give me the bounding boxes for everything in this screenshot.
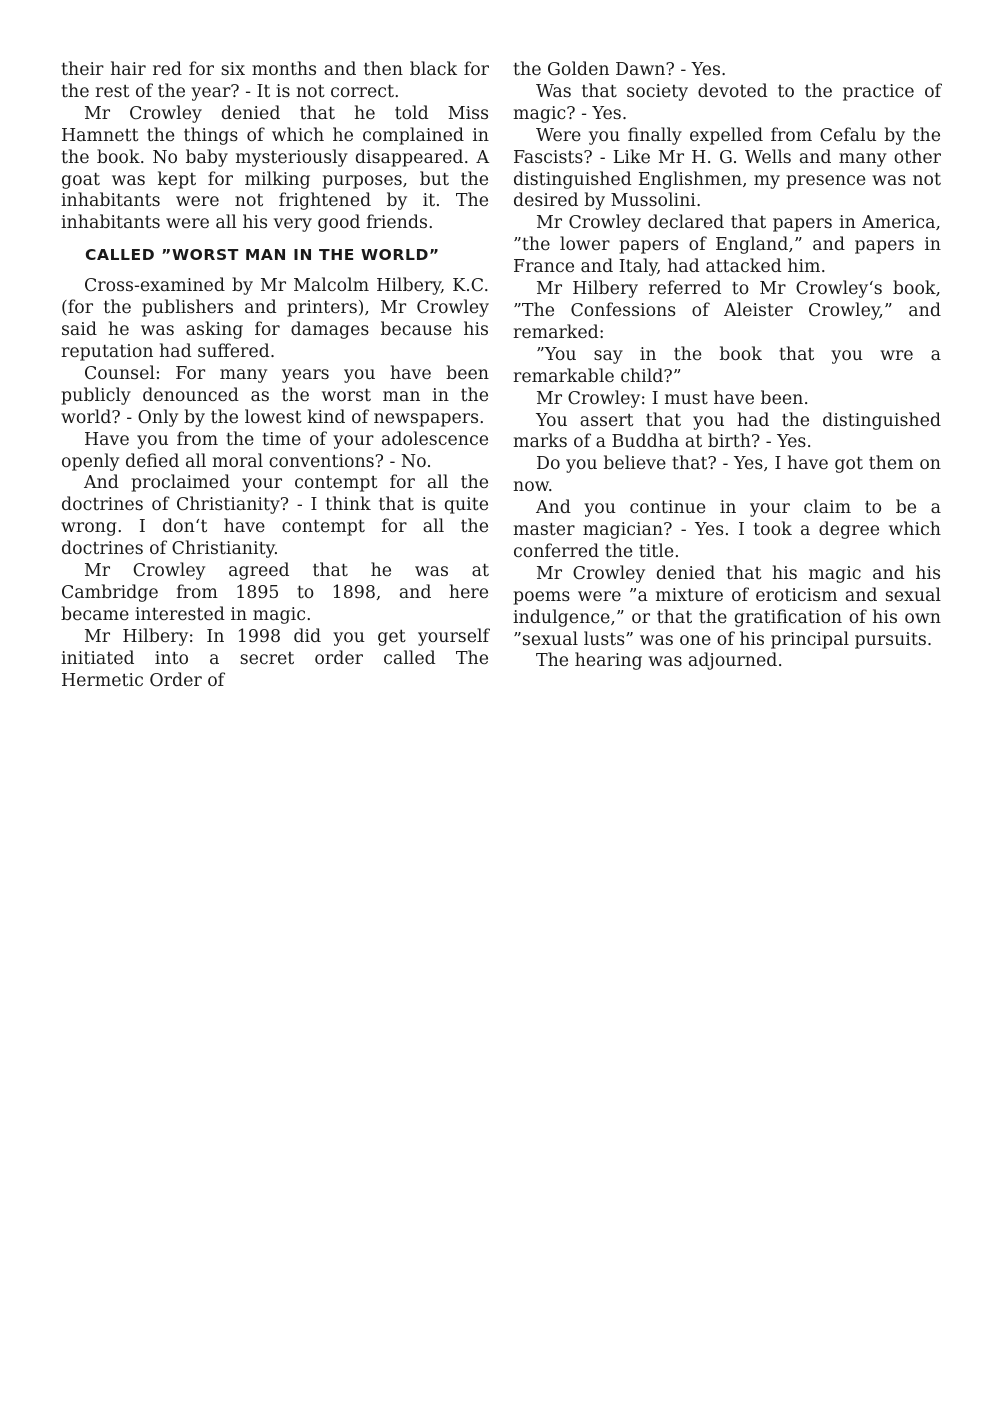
section-heading: CALLED ”WORST MAN IN THE WORLD” <box>85 246 440 265</box>
paragraph: The hearing was adjourned. <box>536 651 783 672</box>
paragraph: Mr Hilbery: In 1998 did you get yourself initiated into a secret order called The Hermetic Order of <box>61 626 489 691</box>
paragraph: Mr Crowley: I must have been. <box>536 388 809 409</box>
paragraph: Mr Crowley denied that his magic and his poems were ”a mixture of eroticism and sexual indulgence,” or that the gratification of his own ”sexual lusts” was one of his principal pursuits. <box>513 563 941 650</box>
paragraph: their hair red for six months and then black for the rest of the year? - It is not correct. <box>61 60 489 102</box>
paragraph: Was that society devoted to the practice of magic? - Yes. <box>513 81 941 124</box>
paragraph: And proclaimed your contempt for all the doctrines of Christianity? - I think that is quite wrong. I don‘t have contempt for all the doctrines of Christianity. <box>61 473 489 560</box>
paragraph: Mr Crowley agreed that he was at Cambridge from 1895 to 1898, and here became interested in magic. <box>61 561 489 625</box>
paragraph: Mr Crowley denied that he told Miss Hamnett the things of which he complained in the book. No baby mysteriously disappeared. A goat was kept for milking purposes, but the inhabitants were not frightened by it. The inhabitants were all his very good friends. <box>61 103 489 234</box>
paragraph: Mr Crowley declared that papers in America, ”the lower papers of England,” and papers in France and Italy, had attacked him. <box>513 213 941 278</box>
paragraph: Counsel: For many years you have been publicly denounced as the worst man in the world? - Only by the lowest kind of newspapers. <box>61 363 489 428</box>
left-column <box>61 60 489 692</box>
paragraph: Cross-examined by Mr Malcolm Hilbery, K.C. (for the publishers and printers), Mr Crowley said he was asking for damages because his reputation had suffered. <box>61 276 489 362</box>
paragraph: the Golden Dawn? - Yes. <box>513 60 727 80</box>
paragraph: And you continue in your claim to be a master magician? - Yes. I took a degree which conferred the title. <box>513 498 941 562</box>
paragraph: ”You say in the book that you wre a remarkable child?” <box>513 344 941 387</box>
paragraph: Mr Hilbery referred to Mr Crowley‘s book, ”The Confessions of Aleister Crowley,” and remarked: <box>513 279 941 343</box>
paragraph: You assert that you had the distinguished marks of a Buddha at birth? - Yes. <box>513 410 941 453</box>
paragraph: Have you from the time of your adolescence openly defied all moral conventions? - No. <box>61 429 489 472</box>
right-column <box>513 60 941 673</box>
paragraph: Were you finally expelled from Cefalu by the Fascists? - Like Mr H. G. Wells and many other distinguished Englishmen, my presence was not desired by Mussolini. <box>513 125 941 212</box>
paragraph: Do you believe that? - Yes, I have got them on now. <box>513 454 941 497</box>
